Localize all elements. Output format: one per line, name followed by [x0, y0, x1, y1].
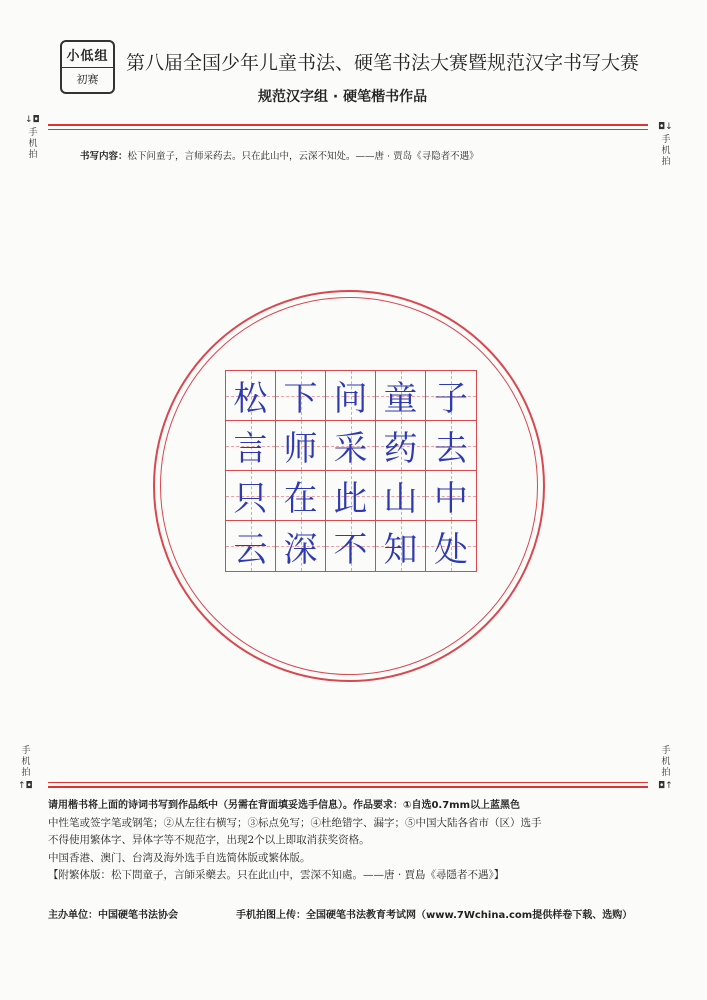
camera-icon: ◘	[32, 115, 40, 125]
page-subtitle: 规范汉字组 · 硬笔楷书作品	[258, 89, 428, 105]
bottom-red-rule-thin	[48, 782, 648, 783]
grid-character: 深	[283, 529, 318, 570]
grid-character: 子	[434, 379, 468, 419]
requirement-line: 请用楷书将上面的诗词书写到作品纸中（另需在背面填妥选手信息）。作品要求：①自选0.7mm以上蓝黑色	[48, 800, 521, 811]
content-text: 松下问童子，言师采药去。只在此山中，云深不知处。——唐 · 贾岛《寻隐者不遇》	[127, 151, 479, 162]
grid-cell	[376, 521, 426, 571]
arrow-down-icon: ↓	[665, 122, 673, 132]
side-label: 手机拍	[28, 128, 38, 160]
grid-character: 去	[434, 429, 468, 469]
grid-cell	[226, 371, 276, 421]
grid-character: 知	[383, 529, 418, 570]
grid-cell	[276, 371, 326, 421]
grid-cell	[426, 371, 476, 421]
stage-label: 初赛	[76, 73, 99, 86]
requirement-line: 中性笔或签字笔或钢笔；②从左往右横写；③标点免写；④杜绝错字、漏字；⑤中国大陆各省市（区）选手	[48, 816, 542, 829]
camera-icon: ◘	[658, 781, 666, 791]
side-marker-top-left	[27, 115, 39, 161]
grid-character: 采	[333, 429, 368, 469]
grid-character: 山	[383, 479, 418, 519]
grid-character: 在	[283, 479, 318, 519]
camera-icon: ◘	[25, 781, 33, 791]
bottom-red-rule	[48, 786, 648, 788]
grid-cell	[426, 521, 476, 571]
grid-character: 中	[434, 479, 468, 519]
grid-character: 师	[283, 429, 318, 469]
page-title: 第八届全国少年儿童书法、硬笔书法大赛暨规范汉字书写大赛	[126, 52, 640, 74]
arrow-up-icon: ↑	[18, 781, 26, 791]
grid-character: 不	[333, 529, 368, 570]
grid-character: 言	[233, 429, 268, 469]
grid-cell	[376, 371, 426, 421]
grid-cell	[326, 421, 376, 471]
grid-character: 此	[333, 479, 368, 519]
grid-cell	[226, 521, 276, 571]
group-label: 小低组	[66, 49, 109, 64]
camera-icon: ◘	[658, 122, 666, 132]
organizer: 主办单位：中国硬笔书法协会	[48, 910, 178, 921]
requirement-line: 不得使用繁体字、异体字等不规范字，出现2个以上即取消获奖资格。	[48, 834, 370, 846]
side-label: 手机拍	[661, 135, 671, 167]
grid-cell	[326, 471, 376, 521]
grid-cell	[276, 471, 326, 521]
grid-cell	[376, 421, 426, 471]
requirement-line: 【附繁体版：松下問童子，言師采藥去。只在此山中，雲深不知處。——唐 · 賈島《尋隱者不遇》】	[48, 869, 505, 881]
grid-character: 问	[333, 379, 368, 419]
grid-character: 只	[233, 479, 268, 519]
requirements-block	[48, 797, 668, 885]
grid-cell	[326, 371, 376, 421]
side-label: 手机拍	[21, 746, 31, 778]
grid-character: 药	[383, 429, 418, 469]
grid-character: 云	[233, 529, 268, 570]
grid-character: 童	[383, 379, 418, 419]
grid-cell	[426, 421, 476, 471]
grid-character: 下	[283, 379, 318, 419]
group-badge	[60, 40, 115, 94]
side-label: 手机拍	[661, 746, 671, 778]
grid-character: 处	[434, 529, 468, 570]
grid-cell	[276, 521, 326, 571]
grid-cell	[226, 421, 276, 471]
upload-info: 手机拍图上传：全国硬笔书法教育考试网（www.7Wchina.com提供样卷下载、选购）	[236, 910, 633, 921]
top-red-rule	[48, 124, 648, 126]
arrow-down-icon: ↓	[25, 115, 33, 125]
grid-cell	[376, 471, 426, 521]
arrow-up-icon: ↑	[665, 781, 673, 791]
side-marker-top-right	[660, 122, 672, 168]
top-red-rule-thin	[48, 129, 648, 130]
writing-content	[80, 148, 479, 162]
badge-divider	[62, 67, 113, 68]
requirement-line: 中国香港、澳门、台湾及海外选手自选简体版或繁体版。	[48, 851, 311, 864]
grid-cell	[326, 521, 376, 571]
writing-grid	[225, 370, 477, 572]
grid-cell	[426, 471, 476, 521]
side-marker-bottom-left	[20, 746, 32, 792]
side-marker-bottom-right	[660, 746, 672, 792]
grid-cell	[276, 421, 326, 471]
grid-cell	[226, 471, 276, 521]
grid-character: 松	[233, 379, 268, 419]
content-label: 书写内容：	[80, 151, 128, 162]
